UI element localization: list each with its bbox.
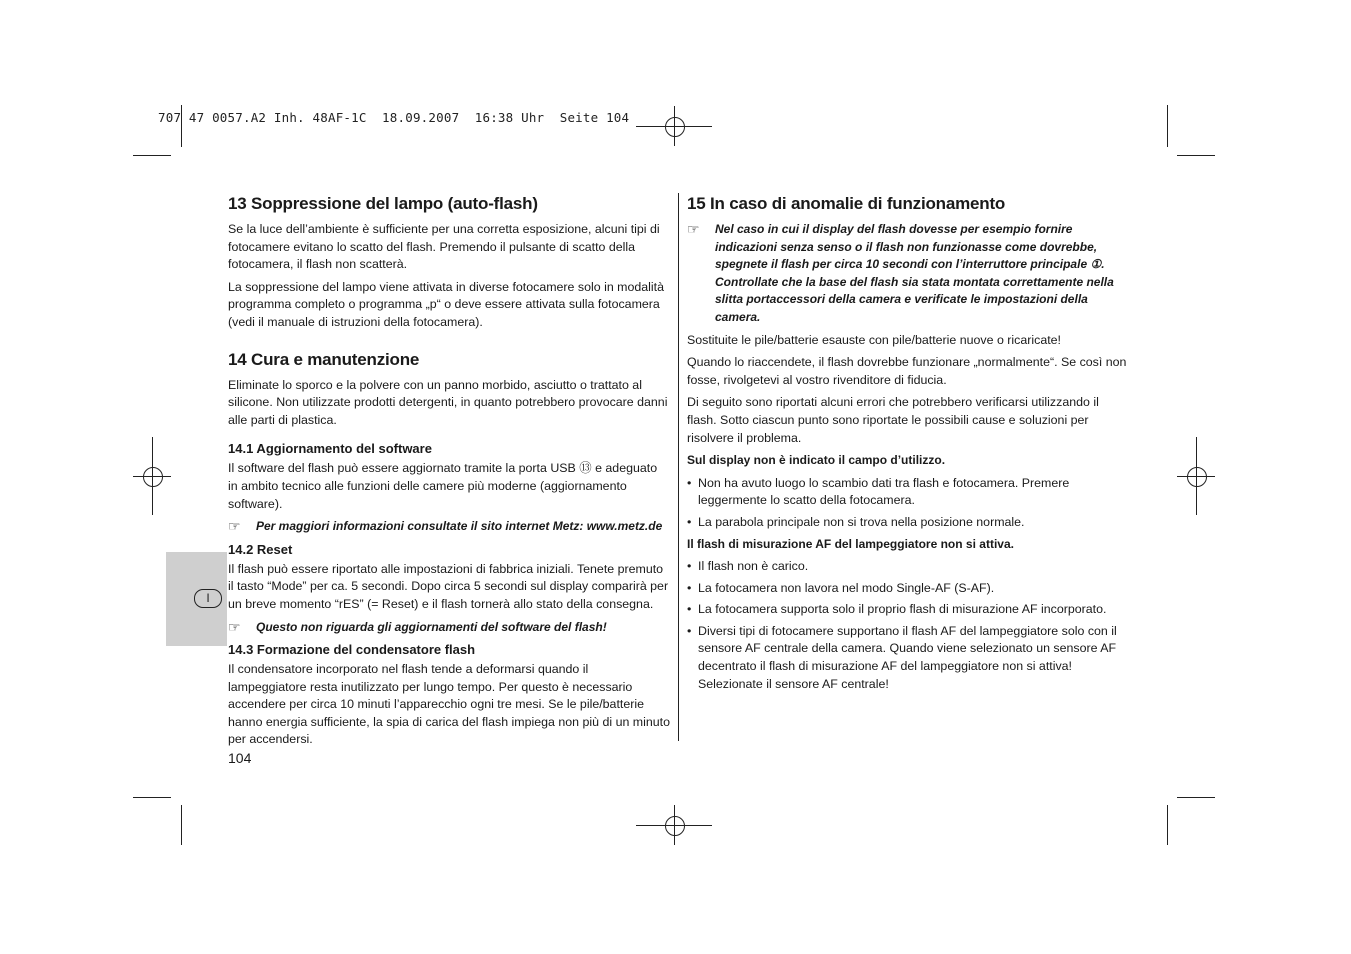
note-text: Per maggiori informazioni consultate il sito internet Metz: www.metz.de xyxy=(256,519,663,534)
list-item: • La parabola principale non si trova nella posizione normale. xyxy=(687,514,1130,532)
crop-mark xyxy=(133,155,171,156)
list-item: • La fotocamera supporta solo il proprio flash di misurazione AF incorporato. xyxy=(687,601,1130,619)
section-13-paragraph: La soppressione del lampo viene attivata in diverse fotocamere solo in modalità programma completo o programma „p“ o deve essere attivata sulla fotocamera (vedi il manuale di istruzioni della fotocamera). xyxy=(228,279,664,329)
registration-mark xyxy=(665,117,685,137)
list-item: • Il flash non è carico. xyxy=(687,558,1130,576)
crop-mark xyxy=(1177,155,1215,156)
column-divider xyxy=(678,193,679,741)
note-text: Nel caso in cui il display del flash dovesse per esempio fornire indicazioni senza senso o il flash non funzionasse come dovrebbe, spegnete il flash per circa 10 secondi con l’interruttore principale ①. Controllate che la base del flash sia stata montata correttamente nella slitta portaccessori della camera e verificate le impostazioni della camera. xyxy=(715,222,1114,324)
note xyxy=(228,518,670,536)
note xyxy=(228,619,670,637)
pointing-hand-icon: ☞ xyxy=(687,221,700,237)
section-13-paragraph: Se la luce dell’ambiente è sufficiente per una corretta esposizione, alcuni tipi di fotocamere evitano lo scatto del flash. Premendo il pulsante di scatto della fotocamera, il flash non scatterà. xyxy=(228,222,660,272)
page-number: 104 xyxy=(228,750,252,766)
list-item: • Diversi tipi di fotocamere supportano il flash AF del lampeggiatore solo con il sensore AF centrale della camera. Quando viene selezionato un sensore AF decentrato il flash di misurazione AF del lampeggiatore non si attiva! Selezionate il sensore AF centrale! xyxy=(687,623,1130,693)
right-column xyxy=(687,193,1130,697)
section-15-paragraph: Quando lo riaccendete, il flash dovrebbe funzionare „normalmente“. Se così non fosse, rivolgetevi al vostro rivenditore di fiducia. xyxy=(687,355,1127,387)
registration-mark xyxy=(665,816,685,836)
crop-mark xyxy=(133,797,171,798)
section-15-paragraph: Di seguito sono riportati alcuni errori che potrebbero verificarsi utilizzando il flash. Sotto ciascun punto sono riportate le possibili cause e soluzioni per risolvere il problema. xyxy=(687,395,1099,445)
crop-mark xyxy=(181,805,182,845)
section-14-3-title: 14.3 Formazione del condensatore flash xyxy=(228,642,476,658)
section-14-2-title: 14.2 Reset xyxy=(228,541,293,557)
error-causes-list xyxy=(687,475,1130,532)
error-causes-list xyxy=(687,558,1130,693)
list-item: • La fotocamera non lavora nel modo Single-AF (S-AF). xyxy=(687,580,1130,598)
section-14-1-title: 14.1 Aggiornamento del software xyxy=(228,441,432,457)
registration-mark xyxy=(143,467,163,487)
crop-mark xyxy=(1167,805,1168,845)
error-heading: Sul display non è indicato il campo d’utilizzo. xyxy=(687,453,946,468)
section-14-2-paragraph: Il flash può essere riportato alle impostazioni di fabbrica iniziali. Tenete premuto il tasto “Mode” per ca. 5 secondi. Dopo circa 5 secondi sul display comparirà per un breve momento “rES” (= Reset) e il flash tornerà allo stato della consegna. xyxy=(228,561,669,611)
crop-mark xyxy=(1177,797,1215,798)
crop-mark xyxy=(1167,105,1168,147)
error-heading: Il flash di misurazione AF del lampeggiatore non si attiva. xyxy=(687,536,1014,551)
section-15-title: 15 In caso di anomalie di funzionamento xyxy=(687,194,1006,213)
section-14-3-paragraph: Il condensatore incorporato nel flash tende a deformarsi quando il lampeggiatore resta inutilizzato per lungo tempo. Per questo è necessario accendere per circa 10 minuti l’apparecchio ogni tre mesi. Se le pile/batterie hanno energia sufficiente, la spia di carica del flash impiega non più di un minuto per accendersi. xyxy=(228,662,670,747)
note-text: Questo non riguarda gli aggiornamenti del software del flash! xyxy=(256,619,607,634)
note xyxy=(687,221,1130,327)
list-item: • Non ha avuto luogo lo scambio dati tra flash e fotocamera. Premere leggermente lo scatto della fotocamera. xyxy=(687,475,1130,510)
section-14-title: 14 Cura e manutenzione xyxy=(228,349,420,369)
section-13-title: 13 Soppressione del lampo (auto-flash) xyxy=(228,194,538,213)
print-slug: 707 47 0057.A2 Inh. 48AF-1C 18.09.2007 16:38 Uhr Seite 104 xyxy=(158,110,630,125)
language-badge: I xyxy=(194,589,222,608)
left-column xyxy=(228,193,670,754)
section-14-paragraph: Eliminate lo sporco e la polvere con un panno morbido, asciutto o trattato al silicone. Non utilizzate prodotti detergenti, in quanto potrebbero provocare danni alle parti di plastica. xyxy=(228,377,668,427)
pointing-hand-icon: ☞ xyxy=(228,618,241,635)
pointing-hand-icon: ☞ xyxy=(228,518,241,535)
section-15-paragraph: Sostituite le pile/batterie esauste con pile/batterie nuove o ricaricate! xyxy=(687,332,1062,347)
section-14-1-paragraph: Il software del flash può essere aggiornato tramite la porta USB ⑬ e adeguato in ambito tecnico alle funzioni delle camere più moderne (aggiornamento software). xyxy=(228,461,658,511)
registration-mark xyxy=(1187,467,1207,487)
